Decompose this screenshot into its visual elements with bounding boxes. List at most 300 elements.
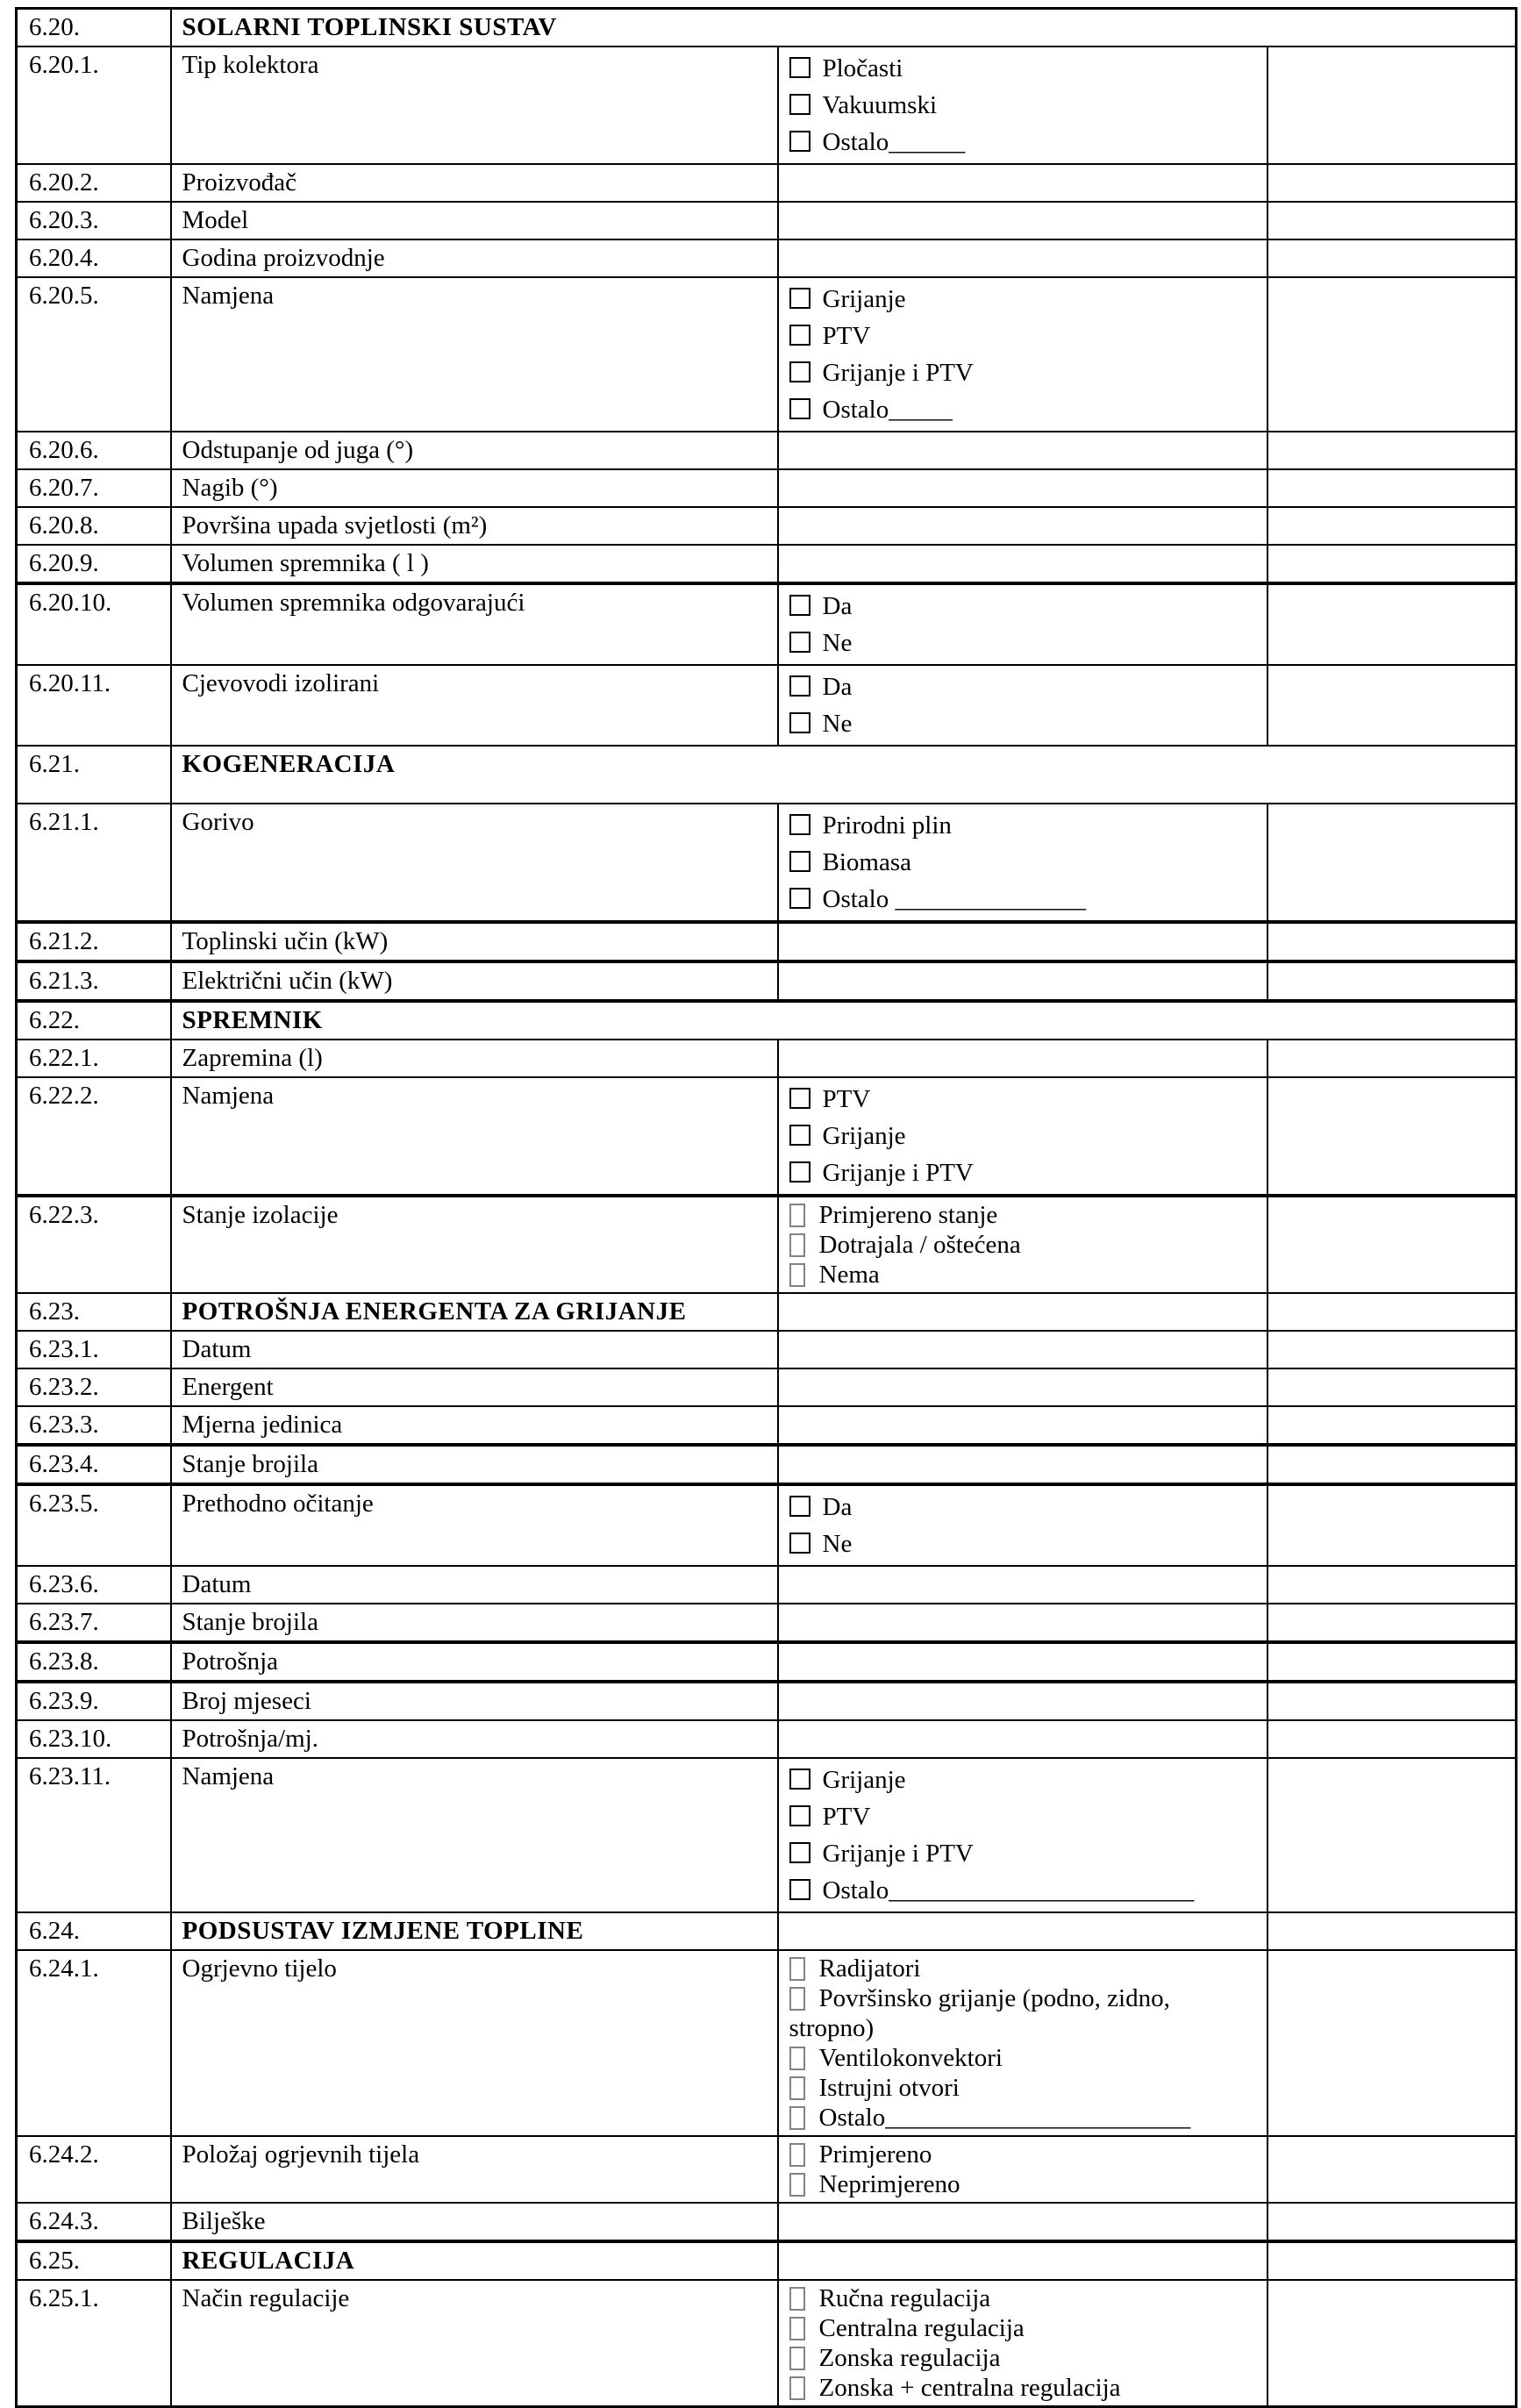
checkbox-option: [789, 1118, 1256, 1154]
row-label: Stanje brojila: [182, 1450, 318, 1478]
row-label: Stanje brojila: [182, 1608, 318, 1636]
row-number-cell: [17, 2280, 171, 2407]
checkbox-option: [789, 2043, 1256, 2073]
option-label: Grijanje: [822, 1766, 906, 1794]
checkbox-option: [789, 2169, 1256, 2199]
table-row: [17, 961, 1517, 1001]
option-label: Ostalo _______________: [822, 885, 1086, 913]
options-cell: [778, 202, 1268, 239]
empty-checkbox-icon[interactable]: [789, 712, 810, 733]
row-label-cell: [171, 2203, 778, 2241]
empty-checkbox-icon[interactable]: [789, 1161, 810, 1183]
empty-checkbox-icon[interactable]: [789, 361, 810, 382]
option-label: PTV: [822, 1085, 871, 1113]
empty-checkbox-icon[interactable]: [789, 851, 810, 872]
row-label: Volumen spremnika odgovarajući: [182, 589, 525, 617]
row-number-cell: [17, 202, 171, 239]
empty-checkbox-icon[interactable]: [789, 888, 810, 909]
empty-checkbox-icon[interactable]: [789, 2347, 805, 2370]
empty-checkbox-icon[interactable]: [789, 131, 810, 152]
row-label: Mjerna jedinica: [182, 1411, 343, 1439]
notes-cell: [1268, 665, 1517, 746]
row-number: 6.22.3.: [29, 1201, 99, 1229]
section-title: SOLARNI TOPLINSKI SUSTAV: [182, 13, 557, 41]
row-number: 6.23.5.: [29, 1490, 99, 1518]
empty-checkbox-icon[interactable]: [789, 1496, 810, 1517]
checkbox-option: [789, 281, 1256, 318]
options-cell: [778, 1758, 1268, 1912]
row-label-cell: [171, 432, 778, 469]
checkbox-option: [789, 881, 1256, 918]
options-cell: [778, 1484, 1268, 1566]
table-row: [17, 922, 1517, 961]
row-number: 6.21.3.: [29, 967, 99, 995]
empty-checkbox-icon[interactable]: [789, 1088, 810, 1109]
row-number-cell: [17, 961, 171, 1001]
notes-cell: [1268, 1912, 1517, 1950]
option-label: Pločasti: [822, 54, 903, 82]
row-number: 6.23.3.: [29, 1411, 99, 1439]
row-label: Proizvođač: [182, 168, 296, 196]
empty-checkbox-icon[interactable]: [789, 632, 810, 653]
row-number-cell: [17, 1040, 171, 1077]
option-label: Prirodni plin: [822, 811, 952, 840]
row-label-cell: [171, 804, 778, 922]
row-label: Odstupanje od juga (°): [182, 436, 414, 464]
option-label: Biomasa: [822, 848, 911, 876]
option-label: Zonska regulacija: [818, 2344, 1001, 2372]
row-label: Tip kolektora: [182, 51, 319, 79]
row-label-cell: [171, 46, 778, 164]
row-number: 6.24.1.: [29, 1954, 99, 1983]
notes-cell: [1268, 164, 1517, 202]
row-number: 6.20.6.: [29, 436, 99, 464]
row-label-cell: [171, 1950, 778, 2136]
checkbox-option: [789, 705, 1256, 742]
row-number-cell: [17, 277, 171, 432]
row-number-cell: [17, 469, 171, 507]
option-label: Grijanje i PTV: [822, 1159, 974, 1187]
section-title-cell: [171, 2241, 778, 2280]
table-row: [17, 2280, 1517, 2407]
empty-checkbox-icon[interactable]: [789, 94, 810, 115]
option-label: Radijatori: [818, 1954, 921, 1983]
row-label: Namjena: [182, 1082, 275, 1110]
notes-cell: [1268, 1040, 1517, 1077]
row-label: Položaj ogrjevnih tijela: [182, 2140, 420, 2169]
row-number-cell: [17, 583, 171, 665]
table-row: [17, 665, 1517, 746]
row-number: 6.23.11.: [29, 1762, 111, 1790]
row-label: Površina upada svjetlosti (m²): [182, 511, 488, 539]
empty-checkbox-icon[interactable]: [789, 2076, 805, 2100]
option-label: Neprimjereno: [818, 2170, 960, 2198]
row-label-cell: [171, 2136, 778, 2203]
options-cell: [778, 2280, 1268, 2407]
row-label-cell: [171, 1682, 778, 1720]
table-row: [17, 239, 1517, 277]
options-cell: [778, 1293, 1268, 1331]
checkbox-option: [789, 668, 1256, 705]
empty-checkbox-icon[interactable]: [789, 2047, 805, 2070]
empty-checkbox-icon[interactable]: [789, 595, 810, 616]
options-cell: [778, 1950, 1268, 2136]
row-number: 6.21.: [29, 750, 80, 778]
options-cell: [778, 1566, 1268, 1604]
table-row: [17, 1566, 1517, 1604]
option-label: Ne: [822, 1530, 853, 1558]
row-label-cell: [171, 665, 778, 746]
row-label-cell: [171, 1758, 778, 1912]
section-row: [17, 2241, 1517, 2280]
options-cell: [778, 164, 1268, 202]
row-label-cell: [171, 1642, 778, 1682]
row-number: 6.20.: [29, 13, 80, 41]
options-cell: [778, 2203, 1268, 2241]
table-row: [17, 469, 1517, 507]
notes-cell: [1268, 1331, 1517, 1368]
option-label: Ostalo________________________: [822, 1876, 1195, 1904]
empty-checkbox-icon[interactable]: [789, 1233, 805, 1257]
empty-checkbox-icon[interactable]: [789, 1125, 810, 1146]
checkbox-option: [789, 1154, 1256, 1191]
checkbox-option: [789, 625, 1256, 661]
row-label-cell: [171, 277, 778, 432]
row-number: 6.21.2.: [29, 927, 99, 955]
options-cell: [778, 469, 1268, 507]
checkbox-option: [789, 1835, 1256, 1872]
row-number: 6.20.3.: [29, 206, 99, 234]
row-number-cell: [17, 2241, 171, 2280]
row-number: 6.24.: [29, 1917, 80, 1945]
notes-cell: [1268, 469, 1517, 507]
row-number: 6.21.1.: [29, 808, 99, 836]
section-title-cell: [171, 746, 1517, 804]
notes-cell: [1268, 277, 1517, 432]
section-title-cell: [171, 1912, 778, 1950]
row-label-cell: [171, 1445, 778, 1484]
options-cell: [778, 239, 1268, 277]
row-label: Potrošnja: [182, 1647, 279, 1676]
notes-cell: [1268, 1368, 1517, 1406]
checkbox-option: [789, 318, 1256, 354]
checkbox-option: [789, 2373, 1256, 2403]
option-label: Ne: [822, 710, 853, 738]
option-label: Dotrajala / oštećena: [818, 1231, 1021, 1259]
empty-checkbox-icon[interactable]: [789, 2106, 805, 2130]
notes-cell: [1268, 1950, 1517, 2136]
checkbox-option: [789, 87, 1256, 124]
table-row: [17, 1196, 1517, 1293]
notes-cell: [1268, 1642, 1517, 1682]
row-label: Model: [182, 206, 249, 234]
notes-cell: [1268, 1758, 1517, 1912]
option-label: Grijanje: [822, 285, 906, 313]
checkbox-option: [789, 2283, 1256, 2313]
row-number: 6.25.: [29, 2247, 80, 2275]
options-cell: [778, 1720, 1268, 1758]
empty-checkbox-icon[interactable]: [789, 1957, 805, 1981]
row-number-cell: [17, 1196, 171, 1293]
empty-checkbox-icon[interactable]: [789, 1768, 810, 1790]
row-number: 6.20.9.: [29, 549, 99, 577]
checkbox-option: [789, 2140, 1256, 2169]
row-number-cell: [17, 507, 171, 545]
section-title: KOGENERACIJA: [182, 750, 396, 778]
section-row: [17, 1912, 1517, 1950]
empty-checkbox-icon[interactable]: [789, 325, 810, 346]
row-number: 6.25.1.: [29, 2284, 99, 2312]
row-number-cell: [17, 1484, 171, 1566]
notes-cell: [1268, 2203, 1517, 2241]
row-number-cell: [17, 2203, 171, 2241]
empty-checkbox-icon[interactable]: [789, 398, 810, 419]
section-title: PODSUSTAV IZMJENE TOPLINE: [182, 1917, 584, 1945]
row-label-cell: [171, 507, 778, 545]
empty-checkbox-icon[interactable]: [789, 675, 810, 697]
row-label-cell: [171, 239, 778, 277]
notes-cell: [1268, 2280, 1517, 2407]
options-cell: [778, 583, 1268, 665]
options-cell: [778, 922, 1268, 961]
empty-checkbox-icon[interactable]: [789, 2287, 805, 2311]
row-label: Zapremina (l): [182, 1044, 323, 1072]
empty-checkbox-icon[interactable]: [789, 2376, 805, 2400]
row-label: Godina proizvodnje: [182, 244, 385, 272]
notes-cell: [1268, 1196, 1517, 1293]
table-row: [17, 1406, 1517, 1445]
row-label-cell: [171, 1196, 778, 1293]
empty-checkbox-icon[interactable]: [789, 2317, 805, 2340]
row-label: Cjevovodi izolirani: [182, 669, 380, 697]
notes-cell: [1268, 922, 1517, 961]
notes-cell: [1268, 2136, 1517, 2203]
option-label: Centralna regulacija: [818, 2314, 1025, 2342]
empty-checkbox-icon[interactable]: [789, 1204, 805, 1227]
options-cell: [778, 804, 1268, 922]
option-label: PTV: [822, 1803, 871, 1831]
row-label: Prethodno očitanje: [182, 1490, 374, 1518]
option-label: Da: [822, 673, 853, 701]
row-label: Broj mjeseci: [182, 1687, 311, 1715]
row-number: 6.20.11.: [29, 669, 111, 697]
row-number: 6.20.10.: [29, 589, 112, 617]
row-number: 6.23.9.: [29, 1687, 99, 1715]
table-row: [17, 583, 1517, 665]
option-label: Nema: [818, 1261, 880, 1289]
row-number: 6.22.1.: [29, 1044, 99, 1072]
options-cell: [778, 2136, 1268, 2203]
empty-checkbox-icon[interactable]: [789, 288, 810, 309]
row-label-cell: [171, 202, 778, 239]
form-table-body: [17, 9, 1517, 2407]
row-number-cell: [17, 2136, 171, 2203]
inspection-form-table: [15, 7, 1517, 2408]
row-label-cell: [171, 545, 778, 583]
checkbox-option: [789, 1798, 1256, 1835]
row-number-cell: [17, 1406, 171, 1445]
checkbox-option: [789, 2313, 1256, 2343]
row-label: Bilješke: [182, 2207, 266, 2235]
checkbox-option: [789, 844, 1256, 881]
table-row: [17, 1950, 1517, 2136]
row-number-cell: [17, 1077, 171, 1196]
option-label: Grijanje i PTV: [822, 1840, 974, 1868]
notes-cell: [1268, 804, 1517, 922]
empty-checkbox-icon[interactable]: [789, 814, 810, 835]
row-label: Volumen spremnika ( l ): [182, 549, 429, 577]
empty-checkbox-icon[interactable]: [789, 1879, 810, 1900]
notes-cell: [1268, 2241, 1517, 2280]
table-row: [17, 1604, 1517, 1642]
row-number: 6.23.7.: [29, 1608, 99, 1636]
row-label-cell: [171, 961, 778, 1001]
option-label: Primjereno: [818, 2140, 932, 2169]
options-cell: [778, 507, 1268, 545]
table-row: [17, 804, 1517, 922]
checkbox-option: [789, 1200, 1256, 1230]
row-label-cell: [171, 1368, 778, 1406]
table-row: [17, 1484, 1517, 1566]
row-label: Datum: [182, 1570, 252, 1598]
table-row: [17, 1368, 1517, 1406]
notes-cell: [1268, 1604, 1517, 1642]
options-cell: [778, 1077, 1268, 1196]
row-label-cell: [171, 1566, 778, 1604]
row-number: 6.23.6.: [29, 1570, 99, 1598]
options-cell: [778, 1604, 1268, 1642]
option-label: Grijanje i PTV: [822, 359, 974, 387]
row-label: Nagib (°): [182, 474, 278, 502]
row-label: Način regulacije: [182, 2284, 350, 2312]
row-number: 6.20.2.: [29, 168, 99, 196]
empty-checkbox-icon[interactable]: [789, 1263, 805, 1287]
row-number-cell: [17, 239, 171, 277]
empty-checkbox-icon[interactable]: [789, 1987, 805, 2011]
option-label: Zonska + centralna regulacija: [818, 2374, 1121, 2402]
row-number-cell: [17, 1001, 171, 1040]
row-number-cell: [17, 432, 171, 469]
section-title-cell: [171, 9, 1517, 47]
row-number: 6.22.: [29, 1006, 80, 1034]
row-label-cell: [171, 469, 778, 507]
checkbox-option: [789, 588, 1256, 625]
checkbox-option: [789, 391, 1256, 428]
option-label: Da: [822, 592, 853, 620]
table-row: [17, 164, 1517, 202]
row-number-cell: [17, 1368, 171, 1406]
empty-checkbox-icon[interactable]: [789, 1533, 810, 1554]
table-row: [17, 545, 1517, 583]
option-label: Ostalo______: [822, 128, 966, 156]
row-number-cell: [17, 1604, 171, 1642]
checkbox-option: [789, 1761, 1256, 1798]
table-row: [17, 2203, 1517, 2241]
checkbox-option: [789, 1954, 1256, 1983]
row-label: Ogrjevno tijelo: [182, 1954, 337, 1983]
notes-cell: [1268, 1445, 1517, 1484]
row-number-cell: [17, 804, 171, 922]
row-number: 6.20.5.: [29, 282, 99, 310]
notes-cell: [1268, 583, 1517, 665]
row-label: Namjena: [182, 1762, 275, 1790]
option-label: Vakuumski: [822, 91, 937, 119]
row-number-cell: [17, 1758, 171, 1912]
notes-cell: [1268, 545, 1517, 583]
option-label: Ručna regulacija: [818, 2284, 991, 2312]
options-cell: [778, 1331, 1268, 1368]
row-number: 6.23.4.: [29, 1450, 99, 1478]
checkbox-option: [789, 1260, 1256, 1290]
section-row: [17, 9, 1517, 47]
notes-cell: [1268, 1293, 1517, 1331]
options-cell: [778, 1196, 1268, 1293]
row-label: Toplinski učin (kW): [182, 927, 389, 955]
table-row: [17, 1331, 1517, 1368]
options-cell: [778, 46, 1268, 164]
row-number: 6.23.8.: [29, 1647, 99, 1676]
table-row: [17, 1077, 1517, 1196]
options-cell: [778, 1406, 1268, 1445]
notes-cell: [1268, 1077, 1517, 1196]
empty-checkbox-icon[interactable]: [789, 1805, 810, 1826]
options-cell: [778, 1642, 1268, 1682]
options-cell: [778, 1682, 1268, 1720]
notes-cell: [1268, 1406, 1517, 1445]
table-row: [17, 202, 1517, 239]
table-row: [17, 432, 1517, 469]
empty-checkbox-icon[interactable]: [789, 1842, 810, 1863]
table-row: [17, 1682, 1517, 1720]
row-label-cell: [171, 583, 778, 665]
options-cell: [778, 1040, 1268, 1077]
row-number-cell: [17, 1950, 171, 2136]
notes-cell: [1268, 961, 1517, 1001]
row-number: 6.24.3.: [29, 2207, 99, 2235]
row-number: 6.20.1.: [29, 51, 99, 79]
empty-checkbox-icon[interactable]: [789, 2173, 805, 2197]
section-title-cell: [171, 1001, 1517, 1040]
checkbox-option: [789, 1081, 1256, 1118]
option-label: Primjereno stanje: [818, 1201, 998, 1229]
notes-cell: [1268, 432, 1517, 469]
row-number-cell: [17, 1642, 171, 1682]
options-cell: [778, 1445, 1268, 1484]
row-number-cell: [17, 1720, 171, 1758]
option-label: Ventilokonvektori: [818, 2044, 1003, 2072]
notes-cell: [1268, 1484, 1517, 1566]
checkbox-option: [789, 1230, 1256, 1260]
table-row: [17, 1758, 1517, 1912]
row-number-cell: [17, 164, 171, 202]
row-number: 6.20.8.: [29, 511, 99, 539]
empty-checkbox-icon[interactable]: [789, 2143, 805, 2167]
section-row: [17, 746, 1517, 804]
row-number-cell: [17, 46, 171, 164]
table-row: [17, 1040, 1517, 1077]
empty-checkbox-icon[interactable]: [789, 57, 810, 78]
row-label-cell: [171, 922, 778, 961]
row-label-cell: [171, 1040, 778, 1077]
row-number-cell: [17, 1912, 171, 1950]
row-number-cell: [17, 665, 171, 746]
row-label: Potrošnja/mj.: [182, 1725, 318, 1753]
option-label: Površinsko grijanje (podno, zidno, stropno): [789, 1984, 1177, 2042]
notes-cell: [1268, 1720, 1517, 1758]
options-cell: [778, 432, 1268, 469]
checkbox-option: [789, 2103, 1256, 2133]
row-number: 6.23.10.: [29, 1725, 112, 1753]
